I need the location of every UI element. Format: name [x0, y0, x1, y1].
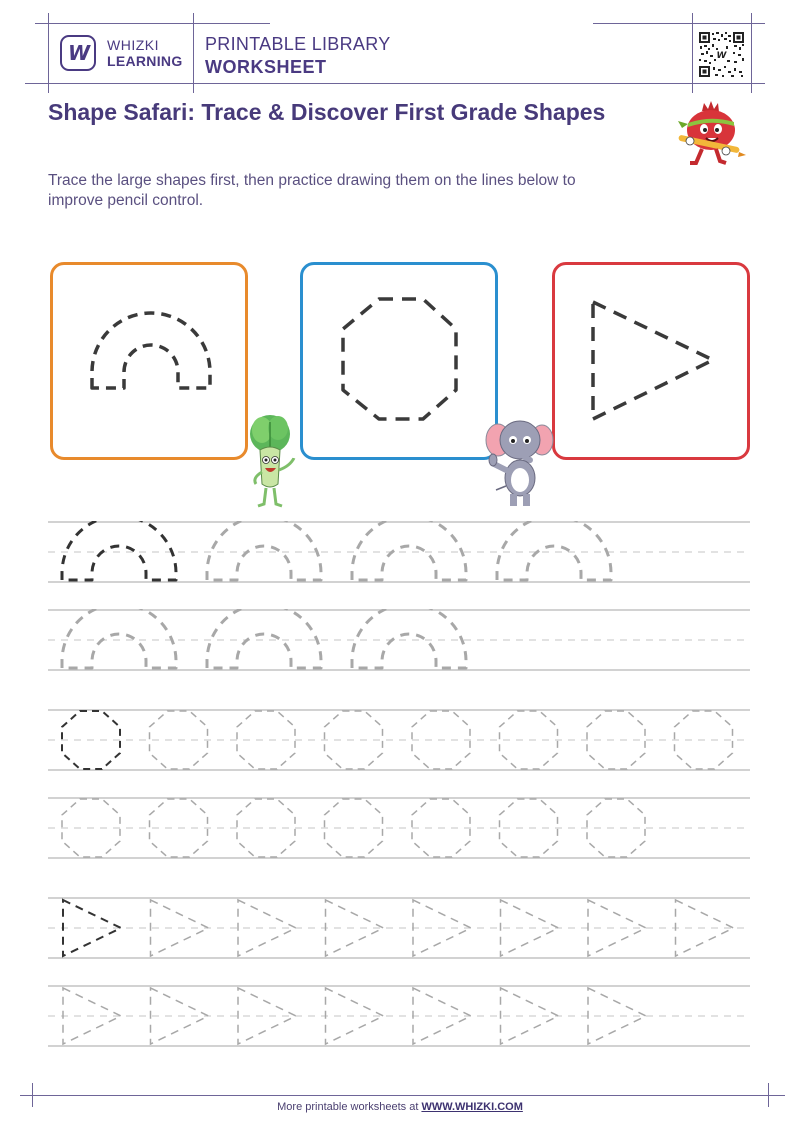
triangle-trace-shapes: [48, 985, 750, 1049]
bok-choy-mascot-icon: [244, 414, 304, 510]
practice-row-triangle: [48, 897, 750, 959]
worksheet-title: Shape Safari: Trace & Discover First Grade Shapes: [48, 99, 606, 125]
header-top-rule-left: [35, 23, 270, 24]
header-bottom-rule: [25, 83, 765, 84]
whizki-logo-icon: [60, 35, 96, 71]
header-divider-1: [48, 13, 49, 93]
footer-rule: [20, 1095, 785, 1096]
footer-text: [0, 1101, 800, 1113]
header-divider-2: [193, 13, 194, 93]
header-divider-3: [692, 13, 693, 93]
footer-website-link[interactable]: WWW.WHIZKI.COM: [421, 1101, 523, 1113]
elephant-mascot-icon: [484, 414, 556, 510]
octagon-trace-shapes: [48, 709, 750, 773]
practice-row-arch: [48, 521, 750, 583]
practice-row-arch: [48, 609, 750, 671]
svg-text:W: W: [716, 51, 727, 61]
arch-trace-shapes: [48, 521, 750, 585]
qr-code-icon[interactable]: [698, 31, 745, 78]
header-divider-4: [751, 13, 752, 93]
arch-trace-shapes: [48, 609, 750, 673]
worksheet-instructions: Trace the large shapes first, then practice drawing them on the lines below to improve pencil control.: [48, 172, 576, 209]
category-label: PRINTABLE LIBRARY: [205, 34, 391, 54]
footer-label: More printable worksheets at: [277, 1101, 422, 1113]
octagon-trace-shapes: [48, 797, 750, 861]
octagon-shape-icon: [303, 265, 495, 457]
model-triangle-box: [552, 262, 750, 460]
header-top-rule-right: [593, 23, 765, 24]
model-octagon-box: [300, 262, 498, 460]
triangle-trace-shapes: [48, 897, 750, 961]
pomegranate-mascot-icon: [668, 97, 752, 169]
model-arch-box: [50, 262, 248, 460]
brand-name-line1: WHIZKI: [107, 37, 159, 53]
logo-letter: W: [67, 41, 89, 65]
document-type-label: WORKSHEET: [205, 57, 327, 77]
practice-row-triangle: [48, 985, 750, 1047]
arch-shape-icon: [53, 265, 245, 457]
triangle-shape-icon: [555, 265, 747, 457]
practice-row-octagon: [48, 709, 750, 771]
brand-name-line2: LEARNING: [107, 53, 183, 69]
practice-row-octagon: [48, 797, 750, 859]
